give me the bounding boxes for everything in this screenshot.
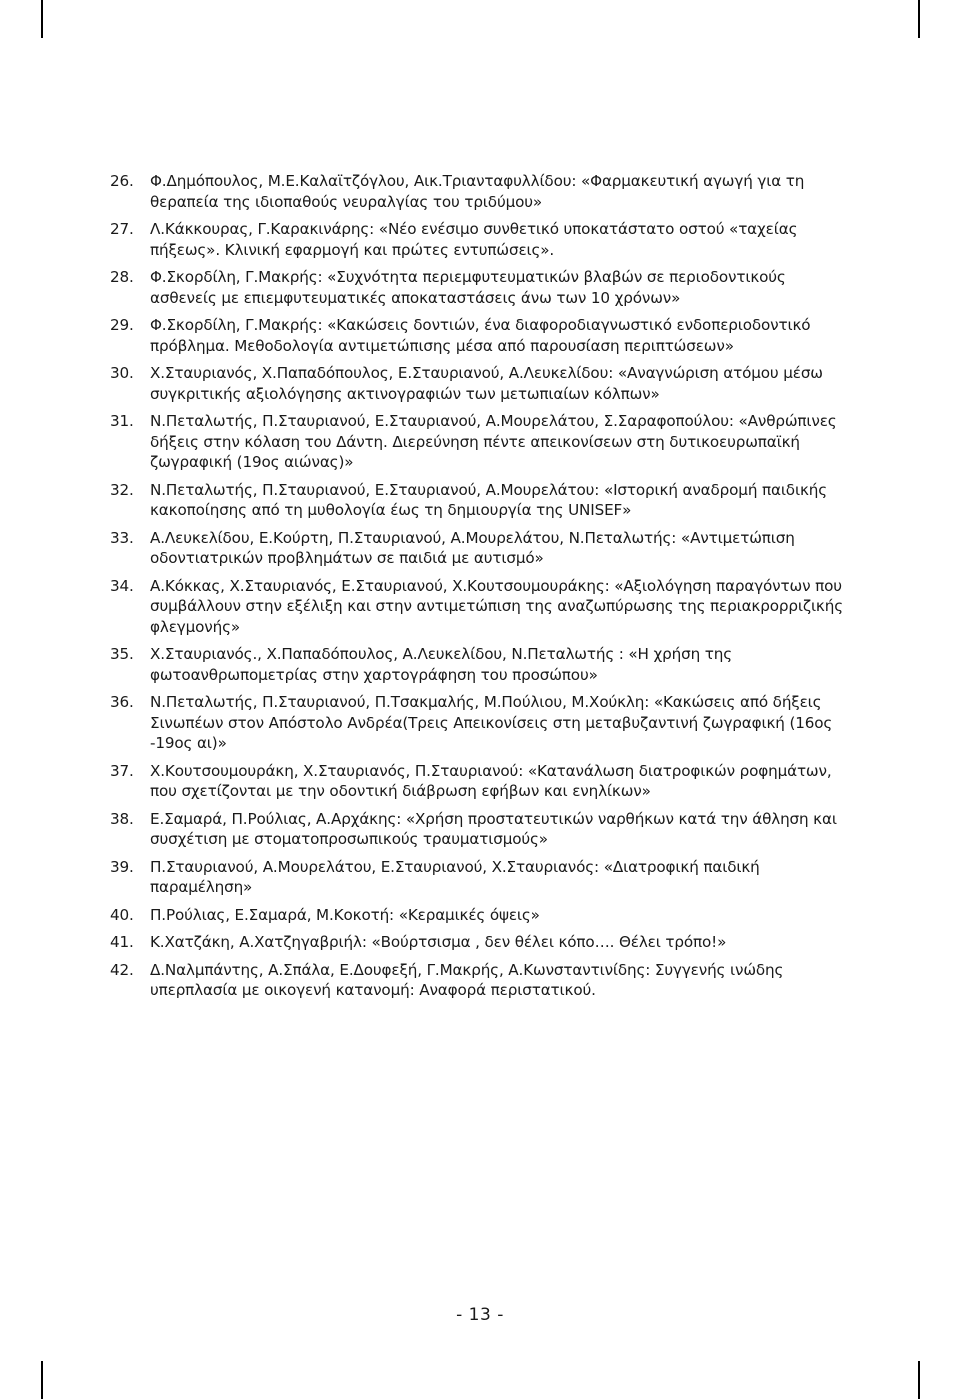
reference-number: 41. — [110, 933, 134, 951]
crop-mark-top-left — [41, 0, 43, 38]
reference-item — [110, 809, 845, 850]
reference-number: 34. — [110, 576, 134, 595]
reference-item — [110, 411, 845, 473]
reference-text: Ε.Σαμαρά, Π.Ρούλιας, Α.Αρχάκης: «Χρήση προστατευτικών ναρθήκων κατά την άθληση και συσχέτιση με στοματοπροσωπικούς τραυματισμούς» — [150, 809, 837, 848]
reference-text: Π.Σταυριανού, Α.Μουρελάτου, Ε.Σταυριανού, Χ.Σταυριανός: «Διατροφική παιδική παραμέληση» — [150, 857, 760, 896]
reference-text: Χ.Σταυριανός., Χ.Παπαδόπουλος, Α.Λευκελίδου, Ν.Πεταλωτής : «Η χρήση της φωτοανθρωπομετρίας στην χαρτογράφηση του προσώπου» — [150, 645, 732, 684]
reference-number: 35. — [110, 645, 134, 663]
reference-number: 39. — [110, 857, 134, 876]
reference-number: 36. — [110, 693, 134, 711]
reference-text: Λ.Κάκκουρας, Γ.Καρακινάρης: «Νέο ενέσιμο συνθετικό υποκατάστατο οστού «ταχείας πήξεως». Κλινική εφαρμογή και πρώτες εντυπώσεις». — [150, 220, 798, 259]
reference-number: 33. — [110, 528, 134, 547]
reference-number: 26. — [110, 172, 134, 190]
reference-item — [110, 960, 845, 1001]
reference-text: Κ.Χατζάκη, Α.Χατζηγαβριήλ: «Βούρτσισμα , δεν θέλει κόπο…. Θέλει τρόπο!» — [150, 933, 727, 951]
crop-mark-bottom-left — [41, 1361, 43, 1399]
page-number: - 13 - — [456, 1305, 504, 1325]
reference-list — [110, 171, 845, 1008]
reference-item — [110, 480, 845, 521]
reference-number: 37. — [110, 761, 134, 780]
reference-number: 32. — [110, 480, 134, 499]
reference-text: Φ.Σκορδίλη, Γ.Μακρής: «Συχνότητα περιεμφυτευματικών βλαβών σε περιοδοντικούς ασθενείς με επιεμφυτευματικές αποκαταστάσεις άνω των 10 χρόνων» — [150, 268, 786, 307]
reference-item — [110, 576, 845, 638]
reference-number: 40. — [110, 905, 134, 924]
reference-number: 30. — [110, 364, 134, 382]
crop-mark-bottom-right — [918, 1361, 920, 1399]
reference-text: Δ.Ναλμπάντης, Α.Σπάλα, Ε.Δουφεξή, Γ.Μακρής, Α.Κωνσταντινίδης: Συγγενής ινώδης υπερπλασία με οικογενή κατανομή: Αναφορά περιστατικού. — [150, 960, 784, 999]
reference-text: Φ.Σκορδίλη, Γ.Μακρής: «Κακώσεις δοντιών, ένα διαφοροδιαγνωστικό ενδοπεριοδοντικό πρόβλημα. Μεθοδολογία αντιμετώπισης μέσα από παρουσίαση περιπτώσεων» — [150, 316, 811, 355]
reference-text: Ν.Πεταλωτής, Π.Σταυριανού, Ε.Σταυριανού, Α.Μουρελάτου: «Ιστορική αναδρομή παιδικής κακοποίησης από τη μυθολογία έως τη δημιουργία της UNISEF» — [150, 480, 827, 519]
reference-text: Α.Λευκελίδου, Ε.Κούρτη, Π.Σταυριανού, Α.Μουρελάτου, Ν.Πεταλωτής: «Αντιμετώπιση οδοντιατρικών προβλημάτων σε παιδιά με αυτισμό» — [150, 528, 795, 567]
reference-text: Ν.Πεταλωτής, Π.Σταυριανού, Π.Τσακμαλής, Μ.Πούλιου, Μ.Χούκλη: «Κακώσεις από δήξεις Σινωπέων στον Απόστολο Ανδρέα(Τρεις Απεικονίσεις στη μεταβυζαντινή ζωγραφική (16ος -19ος αι)» — [150, 693, 833, 752]
reference-item — [110, 528, 845, 569]
reference-item — [110, 315, 845, 356]
reference-number: 38. — [110, 809, 134, 828]
reference-number: 29. — [110, 316, 134, 334]
reference-text: Φ.Δημόπουλος, Μ.Ε.Καλαϊτζόγλου, Αικ.Τριανταφυλλίδου: «Φαρμακευτική αγωγή για τη θεραπεία της ιδιοπαθούς νευραλγίας του τριδύμου» — [150, 172, 805, 211]
reference-number: 28. — [110, 268, 134, 286]
reference-text: Χ.Κουτσουμουράκη, Χ.Σταυριανός, Π.Σταυριανού: «Κατανάλωση διατροφικών ροφημάτων, που σχετίζονται με την οδοντική διάβρωση εφήβων και ενηλίκων» — [150, 761, 832, 800]
reference-text: Α.Κόκκας, Χ.Σταυριανός, Ε.Σταυριανού, Χ.Κουτσουμουράκης: «Αξιολόγηση παραγόντων που συμβάλλουν στην εξέλιξη και στην αντιμετώπιση της αναζωπύρωσης της περιακρορριζικής φλεγμονής» — [150, 576, 843, 636]
reference-item — [110, 932, 845, 953]
reference-text: Ν.Πεταλωτής, Π.Σταυριανού, Ε.Σταυριανού, Α.Μουρελάτου, Σ.Σαραφοπούλου: «Ανθρώπινες δήξεις στην κόλαση του Δάντη. Διερεύνηση πέντε απεικονίσεων στη δυτικοευρωπαϊκή ζωγραφική (19ος αιώνας)» — [150, 412, 837, 471]
reference-item — [110, 761, 845, 802]
reference-item — [110, 267, 845, 308]
reference-item — [110, 644, 845, 685]
reference-number: 27. — [110, 220, 134, 238]
reference-item — [110, 692, 845, 754]
reference-item — [110, 857, 845, 898]
crop-mark-top-right — [918, 0, 920, 38]
reference-number: 31. — [110, 412, 134, 430]
reference-item — [110, 171, 845, 212]
reference-item — [110, 219, 845, 260]
reference-text: Χ.Σταυριανός, Χ.Παπαδόπουλος, Ε.Σταυριανού, Α.Λευκελίδου: «Αναγνώριση ατόμου μέσω συγκριτικής αξιολόγησης ακτινογραφιών των μετωπιαίων κόλπων» — [150, 364, 823, 403]
reference-text: Π.Ρούλιας, Ε.Σαμαρά, Μ.Κοκοτή: «Κεραμικές όψεις» — [150, 905, 540, 924]
reference-number: 42. — [110, 960, 134, 979]
reference-item — [110, 363, 845, 404]
reference-item — [110, 905, 845, 926]
